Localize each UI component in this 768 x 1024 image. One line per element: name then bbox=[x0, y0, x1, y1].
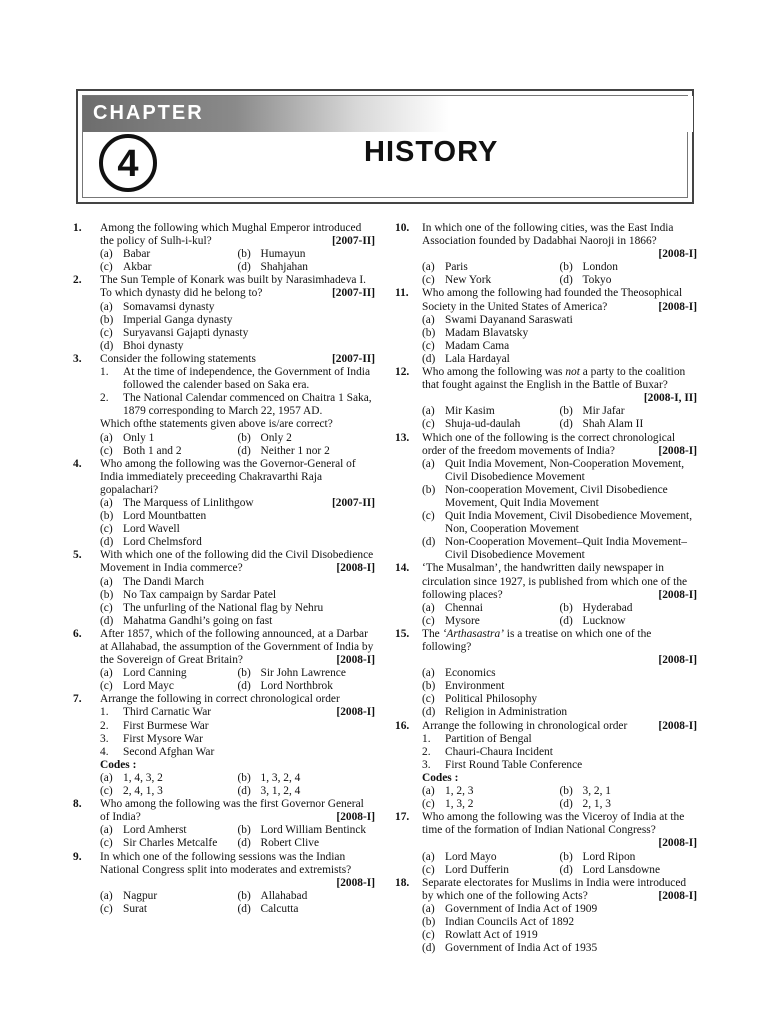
year-tag: [2008-I] bbox=[658, 889, 697, 902]
option-d: (d) Lucknow bbox=[559, 614, 626, 627]
question-number: 3. bbox=[73, 352, 82, 365]
item-3: 3. First Round Table Conference bbox=[422, 758, 583, 771]
option-c: (c) Sir Charles Metcalfe bbox=[100, 837, 218, 850]
question-text: Among the following which Mughal Emperor introduced the policy of Sulh-i-kul? bbox=[100, 222, 362, 248]
option-b: (b) No Tax campaign by Sardar Patel bbox=[100, 588, 277, 601]
option-b: (b) Madam Blavatsky bbox=[422, 326, 529, 339]
options-row bbox=[422, 864, 697, 877]
option-a: (a) Babar bbox=[100, 248, 151, 261]
question-7 bbox=[73, 693, 375, 798]
option-a: (a) 1, 4, 3, 2 bbox=[100, 771, 163, 784]
question-13 bbox=[395, 432, 697, 563]
question-number: 11. bbox=[395, 287, 409, 300]
option-b: (b) Mir Jafar bbox=[559, 405, 625, 418]
item-3: 3. First Mysore War bbox=[100, 732, 203, 745]
question-number: 6. bbox=[73, 627, 82, 640]
option-b: (b) Only 2 bbox=[237, 431, 292, 444]
question-5 bbox=[73, 549, 375, 628]
question-number: 2. bbox=[73, 274, 82, 287]
option-c: (c) Lord Mayc bbox=[100, 680, 174, 693]
option-c: (c) Lord Wavell bbox=[100, 523, 180, 536]
question-10 bbox=[395, 222, 697, 287]
options-row bbox=[100, 785, 375, 798]
year-tag: [2008-I] bbox=[336, 811, 375, 824]
question-text-emphasis: ‘Arthasastra’ bbox=[442, 627, 504, 640]
question-number: 8. bbox=[73, 798, 82, 811]
option-d: (d) Mahatma Gandhi’s going on fast bbox=[100, 614, 273, 627]
options-row bbox=[100, 667, 375, 680]
question-text: Arrange the following in chronological order bbox=[422, 719, 628, 732]
question-number: 12. bbox=[395, 366, 410, 379]
options-row bbox=[100, 837, 375, 850]
option-a: (a) The Dandi March bbox=[100, 575, 204, 588]
chapter-label: CHAPTER bbox=[93, 102, 204, 124]
option-a: (a) 1, 2, 3 bbox=[422, 785, 474, 798]
year-tag: [2008-I] bbox=[658, 719, 697, 732]
option-c: (c) 1, 3, 2 bbox=[422, 798, 474, 811]
option-c: (c) Quit India Movement, Civil Disobedience Movement, Non, Cooperation Movement bbox=[422, 510, 693, 536]
question-18 bbox=[395, 877, 697, 956]
statement-2: 2. The National Calendar commenced on Chaitra 1 Saka, 1879 corresponding to March 22, 1957 AD. bbox=[100, 392, 372, 418]
question-4 bbox=[73, 458, 375, 550]
option-c: (c) Suryavansi Gajapti dynasty bbox=[100, 326, 249, 339]
year-tag: [2008-I] bbox=[658, 300, 697, 313]
option-d: (d) Lord Lansdowne bbox=[559, 863, 660, 876]
statement-1: 1. At the time of independence, the Government of India followed the calender based on Saka era. bbox=[100, 366, 371, 392]
option-a: (a) Lord Canning bbox=[100, 667, 187, 680]
year-tag: [2008-I] bbox=[336, 876, 375, 889]
question-number: 10. bbox=[395, 222, 410, 234]
option-c: (c) Both 1 and 2 bbox=[100, 444, 182, 457]
option-c: (c) Akbar bbox=[100, 261, 152, 274]
question-text-pre: The bbox=[422, 627, 443, 640]
option-b: (b) Lord Mountbatten bbox=[100, 510, 207, 523]
codes-label: Codes : bbox=[100, 758, 137, 771]
option-c: (c) New York bbox=[422, 274, 492, 287]
question-text: ‘The Musalman’, the handwritten daily newspaper in circulation since 1927, is published from which one of the following places? bbox=[422, 562, 688, 601]
option-b: (b) Humayun bbox=[237, 248, 306, 261]
options-row bbox=[422, 405, 697, 418]
question-text: In which one of the following cities, was the East India Association founded by Dadabhai Naoroji in 1866? bbox=[422, 222, 674, 248]
option-d: (d) Religion in Administration bbox=[422, 706, 568, 719]
item-2: 2. Chauri-Chaura Incident bbox=[422, 745, 553, 758]
year-tag: [2008-I] bbox=[658, 588, 697, 601]
question-number: 15. bbox=[395, 627, 410, 640]
options-row bbox=[100, 890, 375, 903]
option-a: (a) Paris bbox=[422, 261, 468, 274]
left-column bbox=[73, 222, 375, 916]
options-row bbox=[100, 445, 375, 458]
options-row bbox=[100, 824, 375, 837]
question-6 bbox=[73, 628, 375, 693]
option-b: (b) Indian Councils Act of 1892 bbox=[422, 915, 575, 928]
item-1: 1. Partition of Bengal bbox=[422, 732, 532, 745]
option-c: (c) Surat bbox=[100, 902, 148, 915]
option-a: (a) The Marquess of Linlithgow [2007-II] bbox=[100, 496, 375, 509]
option-c: (c) 2, 4, 1, 3 bbox=[100, 785, 163, 798]
option-d: (d) Robert Clive bbox=[237, 837, 320, 850]
question-text: With which one of the following did the Civil Disobedience Movement in India commerce? bbox=[100, 549, 374, 575]
options-row bbox=[422, 274, 697, 287]
option-c: (c) Lord Dufferin bbox=[422, 863, 509, 876]
option-c: (c) Political Philosophy bbox=[422, 693, 538, 706]
options-row bbox=[422, 261, 697, 274]
option-b: (b) 1, 3, 2, 4 bbox=[237, 771, 301, 784]
option-d: (d) Lala Hardayal bbox=[422, 352, 510, 365]
right-column bbox=[395, 222, 697, 955]
question-text: After 1857, which of the following announced, at a Darbar at Allahabad, the assumption of the Government of India by the Sovereign of Great Britain? bbox=[100, 627, 374, 667]
option-d: (d) Lord Chelmsford bbox=[100, 536, 202, 549]
options-row bbox=[422, 798, 697, 811]
question-3 bbox=[73, 353, 375, 458]
option-d: (d) 3, 1, 2, 4 bbox=[237, 785, 301, 798]
options-row bbox=[100, 261, 375, 274]
codes-label: Codes : bbox=[422, 771, 459, 784]
question-text-post: is a treatise on which one of the following? bbox=[422, 627, 652, 653]
question-11 bbox=[395, 287, 697, 366]
option-d: (d) 2, 1, 3 bbox=[559, 798, 611, 811]
question-number: 18. bbox=[395, 876, 410, 889]
option-a: (a) Government of India Act of 1909 bbox=[422, 902, 598, 915]
option-a: (a) Mir Kasim bbox=[422, 405, 495, 418]
year-tag: [2007-II] bbox=[331, 287, 375, 300]
chapter-header bbox=[76, 89, 694, 204]
option-c: (c) Shuja-ud-daulah bbox=[422, 418, 521, 431]
year-tag: [2007-II] bbox=[331, 496, 375, 509]
option-a: (a) Economics bbox=[422, 667, 496, 680]
option-b: (b) Hyderabad bbox=[559, 601, 633, 614]
option-b: (b) Sir John Lawrence bbox=[237, 667, 346, 680]
option-d: (d) Shahjahan bbox=[237, 261, 308, 274]
question-number: 7. bbox=[73, 693, 82, 706]
question-text: In which one of the following sessions was the Indian National Congress split into moderates and extremists? bbox=[100, 850, 352, 876]
question-text-pre: Who among the following was bbox=[422, 366, 566, 379]
question-number: 13. bbox=[395, 431, 410, 444]
option-d: (d) Bhoi dynasty bbox=[100, 339, 184, 352]
chapter-title: HISTORY bbox=[364, 136, 499, 168]
question-text: Who among the following was the first Governor General of India? bbox=[100, 798, 364, 824]
question-text: Who among the following was the Governor-General of India immediately preceeding Chakravarthi Raja gopalachari? bbox=[100, 457, 356, 496]
question-2 bbox=[73, 274, 375, 353]
option-a: (a) Swami Dayanand Saraswati bbox=[422, 313, 573, 326]
options-row bbox=[422, 602, 697, 615]
option-a: (a) Somavamsi dynasty bbox=[100, 300, 215, 313]
options-row bbox=[100, 903, 375, 916]
option-c: (c) Mysore bbox=[422, 614, 480, 627]
question-14 bbox=[395, 562, 697, 627]
option-d: (d) Shah Alam II bbox=[559, 418, 644, 431]
option-a: (a) Quit India Movement, Non-Cooperation Movement, Civil Disobedience Movement bbox=[422, 457, 685, 483]
options-row bbox=[422, 851, 697, 864]
option-d: (d) Calcutta bbox=[237, 902, 299, 915]
year-tag: [2008-I, II] bbox=[643, 392, 697, 405]
option-a: (a) Lord Mayo bbox=[422, 850, 497, 863]
chapter-number: 4 bbox=[117, 143, 139, 185]
question-number: 1. bbox=[73, 222, 82, 234]
options-row bbox=[100, 432, 375, 445]
question-8 bbox=[73, 798, 375, 850]
options-row bbox=[422, 418, 697, 431]
chapter-number-circle bbox=[99, 134, 157, 192]
question-16 bbox=[395, 720, 697, 812]
option-b: (b) Imperial Ganga dynasty bbox=[100, 313, 233, 326]
option-d: (d) Government of India Act of 1935 bbox=[422, 942, 598, 955]
question-text: The Sun Temple of Konark was built by Narasimhadeva I. To which dynasty did he belong to? bbox=[100, 274, 366, 300]
option-b: (b) London bbox=[559, 261, 618, 274]
options-row bbox=[422, 615, 697, 628]
option-c: (c) Madam Cama bbox=[422, 339, 510, 352]
question-text: Separate electorates for Muslims in India were introduced by which one of the following Acts? bbox=[422, 876, 687, 902]
header-inner-border bbox=[82, 95, 688, 198]
options-row bbox=[422, 785, 697, 798]
question-text: Which one of the following is the correct chronological order of the freedom movements of India? bbox=[422, 431, 676, 457]
option-b: (b) 3, 2, 1 bbox=[559, 785, 611, 798]
option-b: (b) Lord Ripon bbox=[559, 850, 636, 863]
year-tag: [2007-II] bbox=[331, 235, 375, 248]
item-4: 4. Second Afghan War bbox=[100, 745, 215, 758]
chapter-band bbox=[83, 96, 693, 132]
option-a: (a) Lord Amherst bbox=[100, 824, 187, 837]
option-d: (d) Non-Cooperation Movement–Quit India Movement–Civil Disobedience Movement bbox=[422, 536, 688, 562]
question-number: 16. bbox=[395, 719, 410, 732]
question-12 bbox=[395, 366, 697, 431]
option-c: (c) The unfurling of the National flag by Nehru bbox=[100, 601, 324, 614]
question-17 bbox=[395, 811, 697, 876]
options-row bbox=[100, 772, 375, 785]
option-b: (b) Lord William Bentinck bbox=[237, 824, 367, 837]
question-number: 9. bbox=[73, 850, 82, 863]
year-tag: [2008-I] bbox=[336, 562, 375, 575]
year-tag: [2008-I] bbox=[658, 837, 697, 850]
option-d: (d) Lord Northbrok bbox=[237, 680, 333, 693]
question-text-post: a party to the coalition that fought against the English in the Battle of Buxar? bbox=[422, 366, 686, 392]
item-1: 1. Third Carnatic War [2008-I] bbox=[100, 706, 375, 719]
question-1 bbox=[73, 222, 375, 274]
option-a: (a) Only 1 bbox=[100, 431, 155, 444]
year-tag: [2007-II] bbox=[331, 352, 375, 365]
question-text: Who among the following was the Viceroy of India at the time of the formation of Indian National Congress? bbox=[422, 811, 685, 837]
year-tag: [2008-I] bbox=[336, 654, 375, 667]
question-15 bbox=[395, 628, 697, 720]
question-ask: Which ofthe statements given above is/are correct? bbox=[100, 418, 333, 431]
options-row bbox=[100, 248, 375, 261]
question-9 bbox=[73, 851, 375, 916]
question-text: Who among the following had founded the Theosophical Society in the United States of America? bbox=[422, 287, 683, 313]
option-d: (d) Tokyo bbox=[559, 274, 612, 287]
option-a: (a) Nagpur bbox=[100, 889, 158, 902]
question-text: Arrange the following in correct chronological order bbox=[100, 693, 340, 706]
question-text-emphasis: not bbox=[565, 366, 580, 379]
question-number: 14. bbox=[395, 562, 410, 575]
question-number: 4. bbox=[73, 457, 82, 470]
option-a: (a) Chennai bbox=[422, 601, 483, 614]
option-c: (c) Rowlatt Act of 1919 bbox=[422, 929, 538, 942]
option-b: (b) Environment bbox=[422, 680, 505, 693]
question-number: 5. bbox=[73, 549, 82, 562]
year-tag: [2008-I] bbox=[658, 444, 697, 457]
year-tag: [2008-I] bbox=[658, 248, 697, 261]
option-b: (b) Allahabad bbox=[237, 889, 308, 902]
options-row bbox=[100, 680, 375, 693]
year-tag: [2008-I] bbox=[336, 706, 375, 719]
question-text: Consider the following statements bbox=[100, 352, 256, 365]
year-tag: [2008-I] bbox=[658, 654, 697, 667]
item-2: 2. First Burmese War bbox=[100, 719, 209, 732]
question-number: 17. bbox=[395, 811, 410, 824]
option-b: (b) Non-cooperation Movement, Civil Disobedience Movement, Quit India Movement bbox=[422, 483, 668, 509]
option-d: (d) Neither 1 nor 2 bbox=[237, 444, 330, 457]
